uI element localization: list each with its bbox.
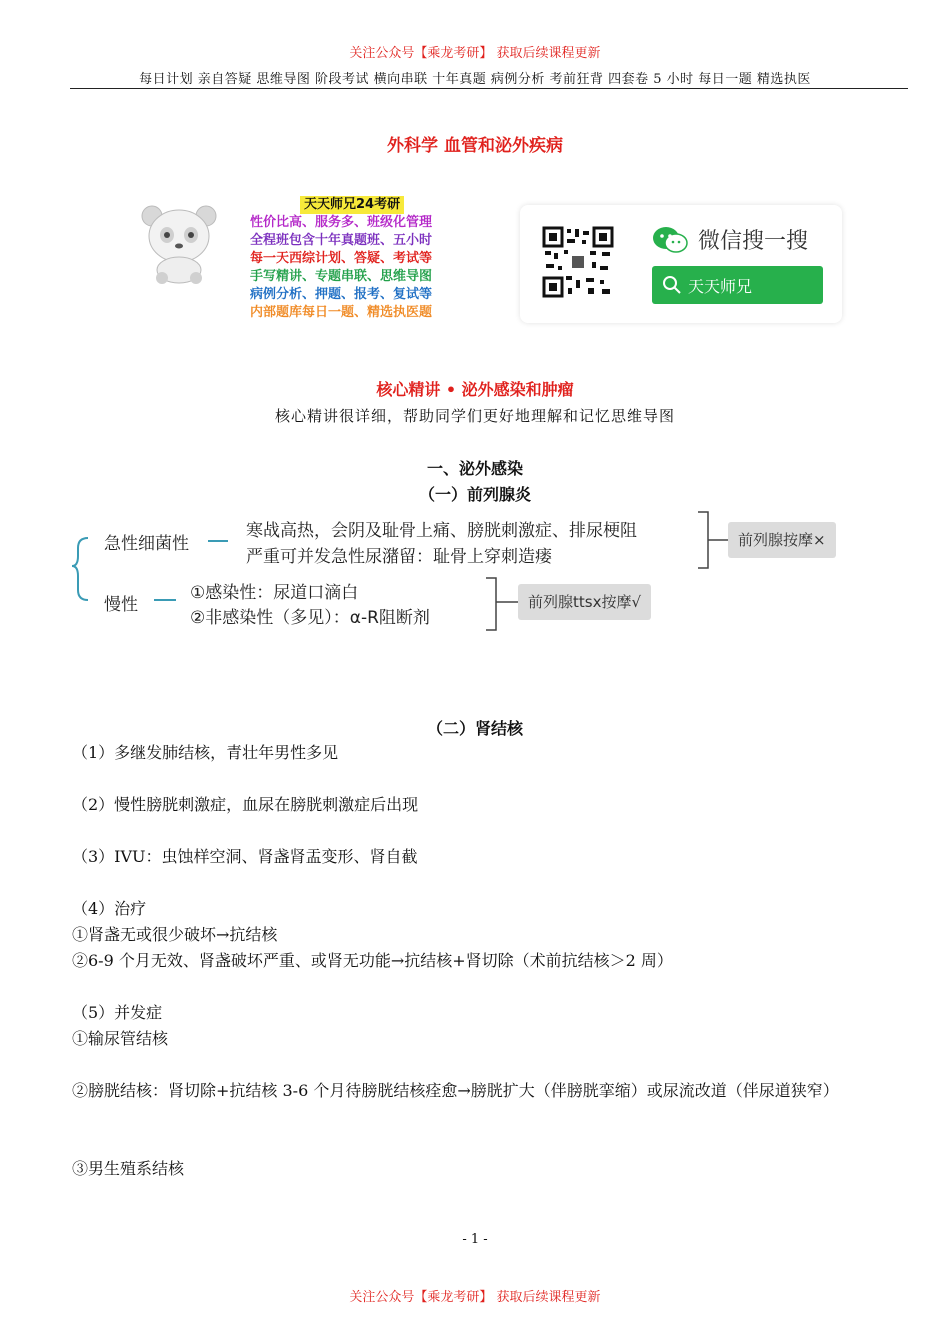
acute-bacterial-label: 急性细菌性 bbox=[104, 534, 189, 554]
wechat-logo-icon bbox=[652, 226, 688, 254]
paragraph: （5）并发症 bbox=[72, 1003, 163, 1022]
promo-line: 内部题库每日一题、精选执医题 bbox=[250, 305, 433, 320]
acute-symptom-line: 寒战高热，会阴及耻骨上痛、膀胱刺激症、排尿梗阻 bbox=[246, 521, 637, 541]
paragraph: （4）治疗 bbox=[72, 899, 147, 918]
promo-headline: 天天师兄24考研 bbox=[300, 196, 404, 214]
chronic-noninfectious-line: ②非感染性（多见）：α-R阻断剂 bbox=[190, 608, 430, 628]
panda-mascot-icon bbox=[138, 202, 220, 284]
promo-line: 全程班包含十年真题班、五小时 bbox=[250, 233, 433, 248]
paragraph: ②6-9 个月无效、肾盏破坏严重、或肾无功能→抗结核+肾切除（术前抗结核＞2 周） bbox=[72, 951, 673, 970]
promo-line: 手写精讲、专题串联、思维导图 bbox=[250, 269, 433, 284]
paragraph: ②膀胱结核：肾切除+抗结核 3-6 个月待膀胱结核痊愈→膀胱扩大（伴膀胱挛缩）或尿流改道（伴尿道狭窄） bbox=[72, 1081, 839, 1100]
top-notice: 关注公众号【乘龙考研】 获取后续课程更新 bbox=[349, 46, 601, 61]
document-title: 外科学 血管和泌外疾病 bbox=[387, 136, 563, 156]
promo-line: 每一天西综计划、答疑、考试等 bbox=[250, 251, 433, 266]
paragraph: ①肾盏无或很少破坏→抗结核 bbox=[72, 925, 278, 944]
chronic-infectious-line: ①感染性：尿道口滴白 bbox=[190, 583, 359, 603]
paragraph: ①输尿管结核 bbox=[72, 1029, 169, 1048]
paragraph: ③男生殖系结核 bbox=[72, 1159, 185, 1178]
wechat-search-text: 天天师兄 bbox=[688, 277, 753, 296]
subsection-heading: （一）前列腺炎 bbox=[418, 485, 531, 504]
chronic-massage-tag: 前列腺ttsx按摩√ bbox=[518, 584, 651, 620]
promo-line: 病例分析、押题、报考、复试等 bbox=[250, 287, 433, 302]
promo-line: 性价比高、服务多、班级化管理 bbox=[250, 215, 433, 230]
section-heading: 一、泌外感染 bbox=[426, 459, 523, 478]
subsection-heading-kidney-tb: （二）肾结核 bbox=[426, 719, 523, 738]
wechat-search-label: 微信搜一搜 bbox=[698, 229, 809, 254]
wechat-search-box[interactable] bbox=[652, 266, 823, 304]
page-number: - 1 - bbox=[462, 1232, 488, 1247]
paragraph: （1）多继发肺结核，青壮年男性多见 bbox=[72, 743, 339, 762]
bottom-notice: 关注公众号【乘龙考研】 获取后续课程更新 bbox=[349, 1290, 601, 1305]
header-divider bbox=[70, 88, 908, 89]
promo-text-block bbox=[250, 196, 470, 322]
paragraph: （2）慢性膀胱刺激症，血尿在膀胱刺激症后出现 bbox=[72, 795, 419, 814]
acute-massage-tag: 前列腺按摩× bbox=[728, 522, 836, 558]
feature-nav-line: 每日计划 亲自答疑 思维导图 阶段考试 横向串联 十年真题 病例分析 考前狂背 四套卷 5 小时 每日一题 精选执医 bbox=[139, 72, 811, 87]
acute-complication-line: 严重可并发急性尿潴留：耻骨上穿刺造瘘 bbox=[246, 547, 552, 567]
core-section-title: 核心精讲 • 泌外感染和肿瘤 bbox=[376, 380, 574, 399]
chronic-label: 慢性 bbox=[104, 595, 138, 615]
search-icon bbox=[662, 275, 682, 295]
paragraph: （3）IVU：虫蚀样空洞、肾盏肾盂变形、肾自截 bbox=[72, 847, 418, 866]
core-section-subtitle: 核心精讲很详细，帮助同学们更好地理解和记忆思维导图 bbox=[274, 407, 675, 425]
qr-code-icon bbox=[542, 226, 614, 298]
